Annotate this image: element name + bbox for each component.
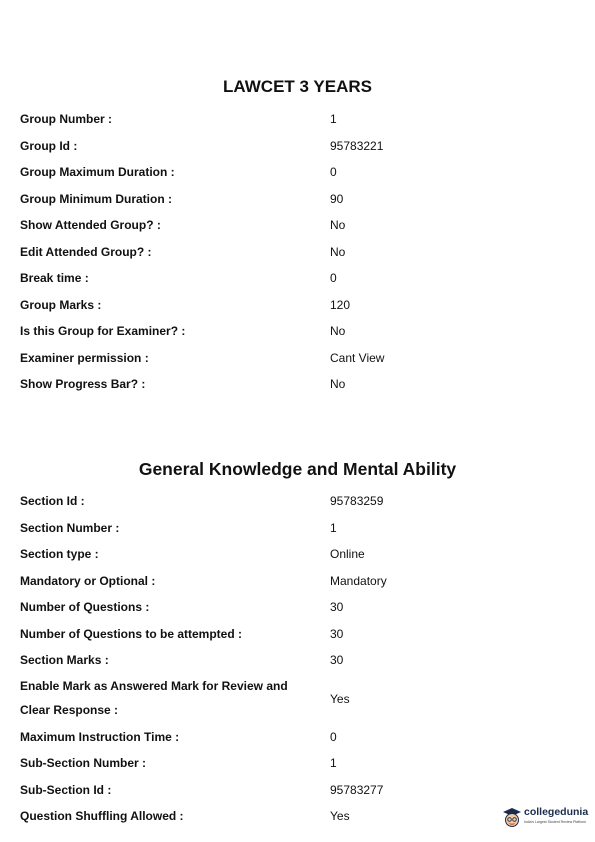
table-row bbox=[20, 488, 580, 515]
field-value: Yes bbox=[330, 691, 350, 706]
field-value: No bbox=[330, 377, 346, 391]
field-value: 1 bbox=[330, 520, 337, 535]
field-label: Enable Mark as Answered Mark for Review and Clear Response : bbox=[20, 678, 288, 717]
logo-brand-text: collegedunia bbox=[524, 806, 589, 818]
field-value: 0 bbox=[330, 165, 337, 179]
field-value: 120 bbox=[330, 297, 351, 312]
field-value: 95783277 bbox=[330, 782, 384, 797]
field-value: No bbox=[330, 218, 346, 232]
field-label: Show Progress Bar? : bbox=[20, 377, 146, 391]
table-row bbox=[20, 803, 580, 830]
section-title: General Knowledge and Mental Ability bbox=[138, 459, 457, 479]
table-row bbox=[20, 777, 580, 804]
table-row bbox=[20, 239, 580, 266]
field-label: Section type : bbox=[20, 547, 99, 561]
table-row bbox=[20, 186, 580, 213]
collegedunia-logo bbox=[502, 805, 592, 831]
group-title: LAWCET 3 YEARS bbox=[223, 77, 372, 96]
table-row bbox=[20, 265, 580, 292]
logo-tagline: India's Largest Student Review Platform bbox=[524, 820, 587, 824]
field-value: Cant View bbox=[330, 350, 385, 365]
field-label: Mandatory or Optional : bbox=[20, 573, 156, 588]
field-value: 1 bbox=[330, 756, 337, 770]
field-value: 90 bbox=[330, 191, 344, 206]
table-row bbox=[20, 750, 580, 777]
field-value: Yes bbox=[330, 809, 350, 823]
field-value: 30 bbox=[330, 626, 344, 641]
table-row bbox=[20, 345, 580, 372]
field-label: Number of Questions to be attempted : bbox=[20, 626, 243, 641]
table-row bbox=[20, 621, 580, 648]
field-label: Group Number : bbox=[20, 112, 112, 126]
table-row bbox=[20, 318, 580, 345]
table-row bbox=[20, 674, 580, 724]
field-value: 0 bbox=[330, 271, 337, 285]
field-label: Examiner permission : bbox=[20, 350, 149, 365]
field-label: Show Attended Group? : bbox=[20, 218, 161, 232]
group-details-table bbox=[20, 106, 580, 398]
field-label: Section Id : bbox=[20, 494, 85, 508]
table-row bbox=[20, 106, 580, 133]
field-value: Online bbox=[330, 547, 365, 561]
field-label: Sub-Section Number : bbox=[20, 756, 147, 770]
field-value: 1 bbox=[330, 112, 337, 126]
field-label: Number of Questions : bbox=[20, 600, 150, 614]
field-label: Sub-Section Id : bbox=[20, 782, 112, 797]
field-value: Mandatory bbox=[330, 573, 387, 588]
table-row bbox=[20, 371, 580, 398]
field-value: 95783221 bbox=[330, 138, 384, 153]
table-row bbox=[20, 292, 580, 319]
table-row bbox=[20, 647, 580, 674]
field-label: Group Minimum Duration : bbox=[20, 191, 172, 206]
field-label: Group Id : bbox=[20, 138, 78, 153]
section-details-table bbox=[20, 488, 580, 830]
table-row bbox=[20, 212, 580, 239]
field-label: Is this Group for Examiner? : bbox=[20, 324, 186, 338]
field-value: No bbox=[330, 244, 346, 259]
field-value: 95783259 bbox=[330, 494, 384, 508]
table-row bbox=[20, 594, 580, 621]
graduate-mascot-icon bbox=[502, 807, 522, 829]
field-value: 0 bbox=[330, 729, 337, 744]
field-label: Section Number : bbox=[20, 520, 120, 535]
field-label: Edit Attended Group? : bbox=[20, 244, 152, 259]
table-row bbox=[20, 133, 580, 160]
field-value: 30 bbox=[330, 653, 344, 667]
table-row bbox=[20, 541, 580, 568]
field-value: 30 bbox=[330, 600, 344, 614]
table-row bbox=[20, 159, 580, 186]
table-row bbox=[20, 568, 580, 595]
table-row bbox=[20, 515, 580, 542]
field-label: Break time : bbox=[20, 271, 89, 285]
field-label: Section Marks : bbox=[20, 653, 109, 667]
field-label: Maximum Instruction Time : bbox=[20, 729, 180, 744]
field-label: Question Shuffling Allowed : bbox=[20, 809, 184, 823]
field-label: Group Marks : bbox=[20, 297, 102, 312]
field-label: Group Maximum Duration : bbox=[20, 165, 175, 179]
field-value: No bbox=[330, 324, 346, 338]
table-row bbox=[20, 724, 580, 751]
